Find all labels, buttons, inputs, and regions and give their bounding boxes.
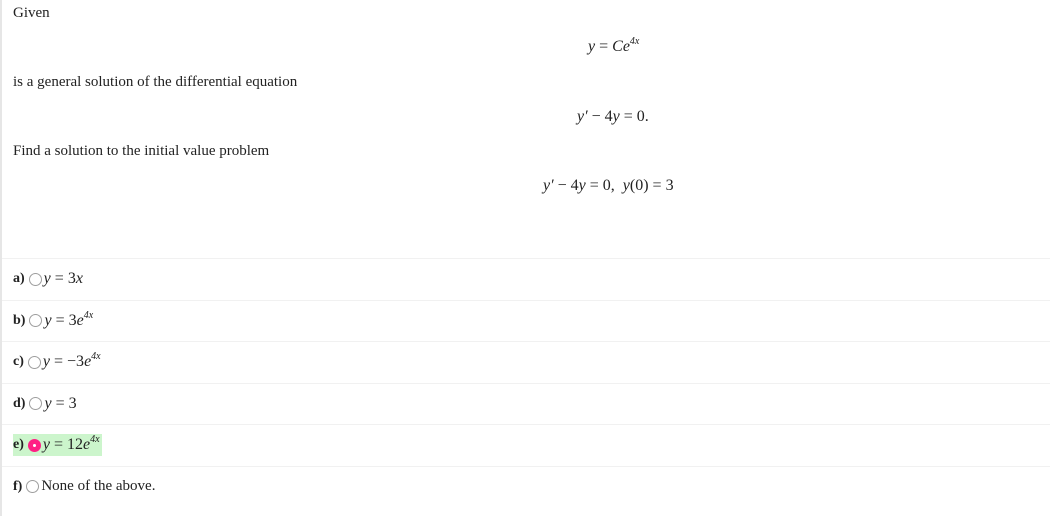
option-exp: 4x	[90, 434, 100, 446]
eq3-cond: y	[622, 177, 630, 194]
option-coef: 3	[67, 270, 76, 288]
option-base: e	[84, 353, 92, 371]
option-coef: 3	[68, 394, 77, 412]
eq1-exp: 4x	[629, 36, 640, 47]
given-text: Given	[13, 5, 50, 21]
eq2-var: y	[612, 108, 620, 125]
initial-value-problem	[543, 177, 674, 195]
radio-button[interactable]	[29, 397, 42, 410]
option-c-row	[2, 341, 1050, 383]
find-solution-text: Find a solution to the initial value problem	[13, 143, 270, 159]
option-letter: f)	[13, 478, 23, 494]
radio-button[interactable]	[28, 356, 41, 369]
eq3-mid: = 0,	[585, 177, 623, 194]
answer-options	[2, 258, 1050, 507]
eq1-lhs: y	[588, 38, 596, 55]
option-var: y	[44, 394, 52, 412]
option-a-math	[44, 270, 83, 288]
option-letter: e)	[13, 437, 24, 453]
option-var: y	[43, 270, 51, 288]
eq3-cond-arg: (0) = 3	[629, 177, 674, 194]
option-c[interactable]	[13, 351, 103, 373]
option-letter: a)	[13, 271, 25, 287]
option-a-row	[2, 258, 1050, 300]
option-exp: 4x	[83, 309, 94, 321]
option-f-row	[2, 466, 1050, 508]
option-f-text: None of the above.	[41, 478, 156, 495]
option-coef: 3	[68, 311, 77, 329]
option-f[interactable]	[13, 476, 157, 498]
option-var: y	[42, 436, 50, 454]
option-letter: d)	[13, 395, 26, 411]
radio-button[interactable]	[26, 480, 39, 493]
differential-equation	[577, 108, 649, 126]
option-d[interactable]	[13, 393, 79, 415]
eq3-lhs: y′	[543, 177, 554, 194]
option-exp: 4x	[91, 351, 101, 363]
option-c-math	[43, 353, 101, 371]
option-e-math	[43, 436, 100, 454]
option-e-row	[2, 424, 1050, 466]
option-rel: =	[50, 436, 68, 454]
radio-button-selected[interactable]	[28, 439, 41, 452]
option-rel: =	[51, 394, 69, 412]
general-solution-text: is a general solution of the differential equation	[13, 74, 298, 90]
option-base: e	[83, 436, 91, 454]
eq2-lhs: y′	[577, 108, 588, 125]
eq1-base: e	[622, 38, 630, 55]
option-d-row	[2, 383, 1050, 425]
option-var: y	[44, 311, 52, 329]
option-base: e	[76, 311, 84, 329]
option-coef: 12	[67, 436, 84, 454]
option-rel: =	[50, 353, 68, 371]
option-rel: =	[50, 270, 68, 288]
eq2-rest: − 4	[587, 108, 613, 125]
radio-button[interactable]	[29, 314, 42, 327]
option-d-math	[44, 395, 76, 413]
option-e[interactable]	[13, 434, 102, 456]
general-solution-equation	[588, 38, 639, 56]
eq3-var: y	[578, 177, 586, 194]
eq2-tail: = 0.	[619, 108, 649, 125]
option-letter: b)	[13, 312, 26, 328]
option-b[interactable]	[13, 310, 95, 332]
eq1-coef: C	[612, 38, 623, 55]
eq1-rel: =	[595, 38, 613, 55]
option-b-row	[2, 300, 1050, 342]
eq3-rest: − 4	[553, 177, 579, 194]
option-letter: c)	[13, 354, 24, 370]
radio-button[interactable]	[29, 273, 42, 286]
option-rel: =	[51, 311, 69, 329]
option-coef: −3	[67, 353, 85, 371]
option-var: y	[42, 353, 50, 371]
option-b-math	[44, 309, 94, 330]
option-a[interactable]	[13, 268, 85, 290]
option-base: x	[75, 270, 83, 288]
